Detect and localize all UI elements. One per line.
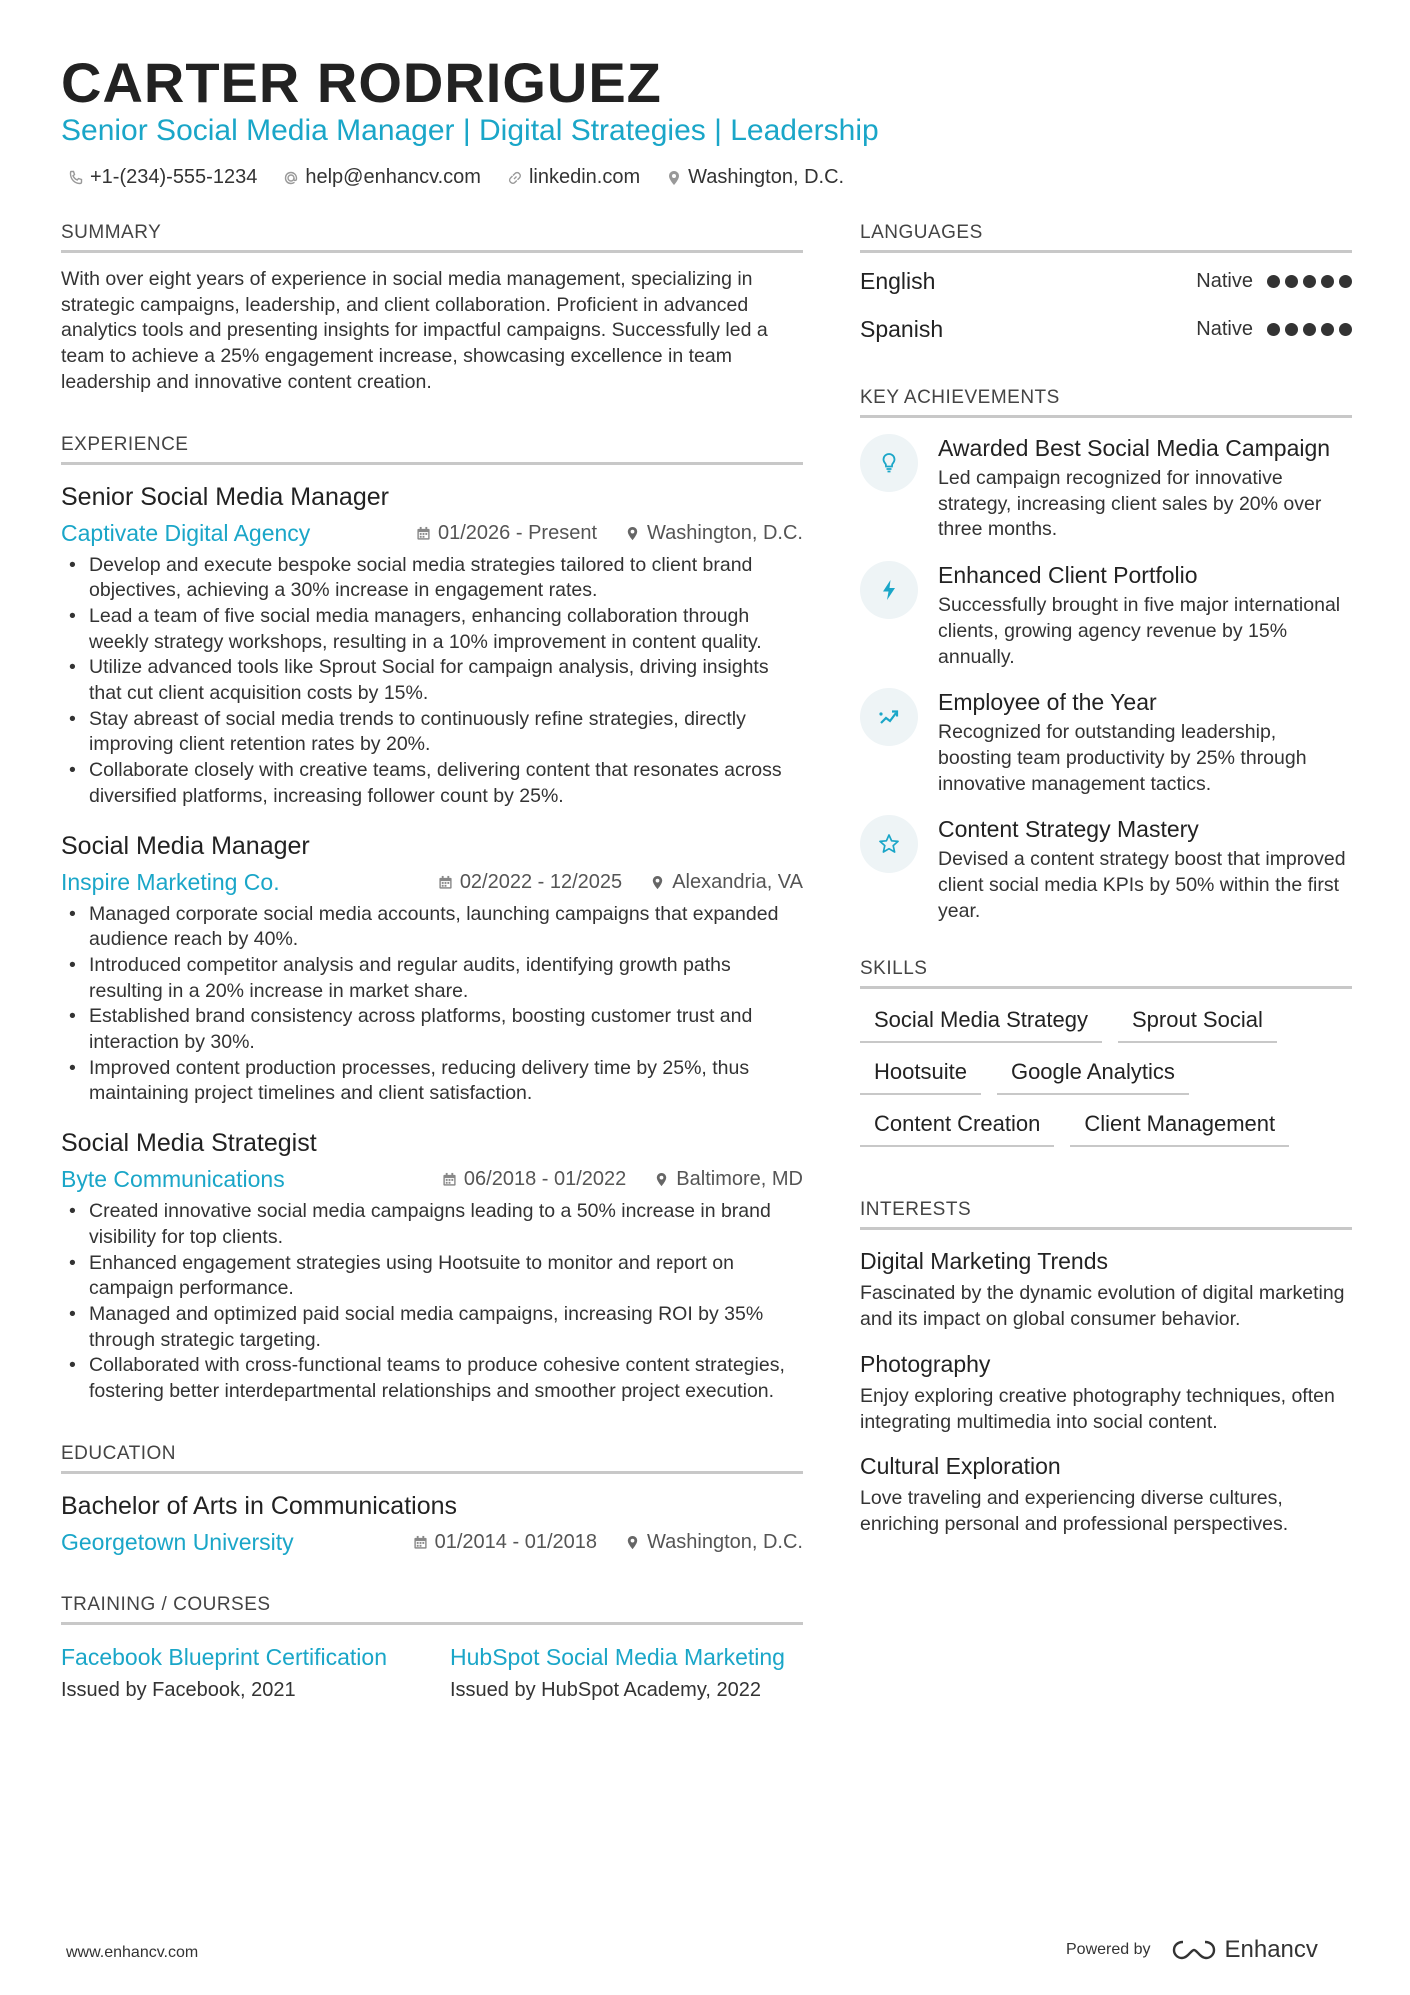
education-location-text: Washington, D.C. [647,1530,803,1553]
experience-title: EXPERIENCE [61,434,803,465]
bullet-item: • Lead a team of five social media managers, enhancing collaboration through weekly strategy workshops, resulting in a 10% improvement in content quality. [61,604,803,655]
language-name: English [860,267,936,294]
achievement-title: Content Strategy Mastery [938,816,1199,843]
rating-dot [1303,323,1316,336]
language-level: Native [1196,269,1253,292]
course-item [450,1643,803,1702]
achievement-item [860,815,1352,924]
job-title: Social Media Manager [61,831,310,860]
location-text: Washington, D.C. [688,166,845,188]
bullet-item: • Collaborate closely with creative teams, delivering content that resonates across diversified platforms, increasing follower count by 25%. [61,758,803,809]
interest-item [860,1351,1352,1435]
education-meta-right [413,1531,803,1554]
contact-bar [68,166,844,189]
achievement-icon-badge [860,434,918,492]
course-issuer: Issued by Facebook, 2021 [61,1678,296,1701]
bullet-item: • Introduced competitor analysis and regular audits, identifying growth paths resulting in a 20% increase in market share. [61,953,803,1004]
interest-title: Cultural Exploration [860,1453,1061,1480]
job-dates-text: 01/2026 - Present [438,521,597,544]
right-column [860,222,1352,1556]
job-meta-right [438,871,803,894]
skill-list [860,1003,1352,1147]
job-bullets [61,1199,803,1405]
rating-dot [1321,323,1334,336]
calendar-icon [416,526,431,541]
interest-title: Photography [860,1350,991,1377]
candidate-name: CARTER RODRIGUEZ [61,51,662,114]
course-issuer: Issued by HubSpot Academy, 2022 [450,1678,761,1701]
achievement-icon-badge [860,815,918,873]
course-list [61,1643,803,1702]
calendar-icon [413,1535,428,1550]
languages-title: LANGUAGES [860,222,1352,253]
education-dates [413,1531,597,1554]
achievement-title: Enhanced Client Portfolio [938,562,1198,589]
interests-section [860,1199,1352,1537]
education-location [625,1531,803,1554]
school-name: Georgetown University [61,1528,294,1555]
company-name: Inspire Marketing Co. [61,868,280,895]
achievement-title: Awarded Best Social Media Campaign [938,435,1331,461]
company-name: Captivate Digital Agency [61,519,311,546]
achievement-desc: Recognized for outstanding leadership, boosting team productivity by 25% through innovative management tactics. [938,721,1307,795]
summary-section [61,222,803,396]
job-entry [61,832,803,1108]
bullet-item: • Created innovative social media campaigns leading to a 50% increase in brand visibility for top clients. [61,1199,803,1250]
achievement-body [938,561,1352,670]
interest-desc: Love traveling and experiencing diverse cultures, enriching personal and professional perspectives. [860,1487,1289,1535]
achievement-body [938,688,1352,797]
job-dates [438,871,622,894]
job-dates-text: 06/2018 - 01/2022 [463,1168,627,1191]
interest-item [860,1453,1352,1537]
degree-title: Bachelor of Arts in Communications [61,1491,458,1520]
rating-dot [1285,275,1298,288]
skills-title: SKILLS [860,958,1352,989]
contact-location [666,166,844,189]
left-column [61,222,803,1702]
linkedin-text: linkedin.com [528,166,641,188]
footer-website[interactable]: www.enhancv.com [66,1944,199,1961]
education-section [61,1443,803,1556]
language-proficiency [1196,318,1352,341]
job-entry [61,483,803,810]
language-level: Native [1196,317,1253,340]
job-bullets [61,902,803,1108]
calendar-icon [438,875,453,890]
achievement-item [860,688,1352,797]
location-pin-icon [650,875,665,890]
job-dates [416,522,597,545]
languages-section [860,222,1352,353]
rating-dot [1267,323,1280,336]
bullet-item: • Develop and execute bespoke social media strategies tailored to client brand objectives, achieving a 30% increase in engagement rates. [61,553,803,604]
skill-tag: Social Media Strategy [860,1003,1102,1043]
contact-email[interactable] [283,166,481,189]
course-title: Facebook Blueprint Certification [61,1643,387,1670]
achievement-title: Employee of the Year [938,689,1157,716]
bullet-item: • Stay abreast of social media trends to continuously refine strategies, directly improving client retention rates by 20%. [61,707,803,758]
job-meta [61,1166,803,1193]
bullet-item: • Improved content production processes, reducing delivery time by 25%, thus maintaining project timelines and client satisfaction. [61,1056,803,1107]
language-name: Spanish [860,315,944,342]
footer-branding [1066,1936,1318,1964]
interest-title: Digital Marketing Trends [860,1248,1108,1275]
brand-name: Enhancv [1224,1936,1318,1963]
rating-dot [1339,275,1352,288]
achievement-item [860,561,1352,670]
job-location [625,522,803,545]
job-location-text: Washington, D.C. [647,521,803,544]
job-dates [442,1168,626,1191]
link-icon [507,170,523,186]
training-title: TRAINING / COURSES [61,1594,803,1625]
achievement-body [938,815,1352,924]
location-pin-icon [666,170,682,186]
job-location-text: Baltimore, MD [676,1168,803,1191]
skill-tag: Google Analytics [997,1055,1189,1095]
summary-text: With over eight years of experience in social media management, specializing in strategic campaigns, leadership, and client collaboration. Proficient in advanced analytics tools and presenting insights for impactful campaigns. Successfully led a team to achieve a 25% engagement increase, showcasing excellence in team leadership and innovative content creation. [61,268,768,393]
rating-dot [1321,275,1334,288]
achievement-desc: Successfully brought in five major international clients, growing agency revenue by 15% annually. [938,594,1341,668]
language-row [860,305,1352,353]
bullet-item: • Managed corporate social media accounts, launching campaigns that expanded audience reach by 40%. [61,902,803,953]
language-proficiency [1196,270,1352,293]
star-icon [877,832,901,856]
job-entry [61,1129,803,1405]
job-title: Senior Social Media Manager [61,482,389,511]
achievements-section [860,387,1352,924]
growth-arrow-icon [877,705,901,729]
lightning-icon [877,578,901,602]
achievements-title: KEY ACHIEVEMENTS [860,387,1352,418]
company-name: Byte Communications [61,1166,285,1193]
skills-section [860,958,1352,1147]
achievement-desc: Led campaign recognized for innovative strategy, increasing client sales by 20% over three months. [938,467,1322,541]
achievement-desc: Devised a content strategy boost that improved client social media KPIs by 50% within the first year. [938,848,1346,922]
bullet-item: • Enhanced engagement strategies using Hootsuite to monitor and report on campaign performance. [61,1251,803,1302]
skill-tag: Content Creation [860,1107,1054,1147]
experience-section [61,434,803,1405]
job-bullets [61,553,803,810]
lightbulb-icon [877,451,901,475]
job-dates-text: 02/2022 - 12/2025 [459,870,623,893]
bullet-item: • Utilize advanced tools like Sprout Social for campaign analysis, driving insights that cut client acquisition costs by 15%. [61,655,803,706]
achievement-item [860,434,1352,543]
job-meta-right [416,522,803,545]
language-row [860,257,1352,305]
course-title: HubSpot Social Media Marketing [450,1643,785,1670]
education-dates-text: 01/2014 - 01/2018 [434,1530,597,1553]
candidate-headline: Senior Social Media Manager | Digital Strategies | Leadership [61,114,879,147]
education-title: EDUCATION [61,1443,803,1474]
summary-title: SUMMARY [61,222,803,253]
phone-text: +1-(234)-555-1234 [90,166,258,188]
location-pin-icon [625,1535,640,1550]
language-rating-dots [1267,323,1352,336]
course-item [61,1643,414,1702]
education-meta [61,1529,803,1556]
job-meta [61,869,803,896]
at-icon [283,170,299,186]
location-pin-icon [654,1172,669,1187]
job-location [654,1168,803,1191]
bullet-item: • Managed and optimized paid social media campaigns, increasing ROI by 35% through strategic targeting. [61,1302,803,1353]
powered-by-label: Powered by [1066,1941,1151,1958]
rating-dot [1285,323,1298,336]
achievement-icon-badge [860,688,918,746]
training-section [61,1594,803,1702]
contact-linkedin[interactable] [507,166,640,189]
language-rating-dots [1267,275,1352,288]
achievement-body [938,434,1352,543]
job-meta-right [442,1168,803,1191]
rating-dot [1267,275,1280,288]
rating-dot [1303,275,1316,288]
calendar-icon [442,1172,457,1187]
bullet-item: • Established brand consistency across platforms, boosting customer trust and interaction by 30%. [61,1004,803,1055]
job-location-text: Alexandria, VA [672,870,803,893]
enhancv-logo-icon [1171,1938,1217,1962]
job-location [650,871,803,894]
interest-desc: Fascinated by the dynamic evolution of digital marketing and its impact on global consumer behavior. [860,1282,1345,1331]
job-title: Social Media Strategist [61,1129,317,1158]
bullet-item: • Collaborated with cross-functional teams to produce cohesive content strategies, fostering better interdepartmental relationships and smoother project execution. [61,1353,803,1404]
achievement-icon-badge [860,561,918,619]
contact-phone [68,166,257,189]
skill-tag: Hootsuite [860,1055,981,1095]
interest-desc: Enjoy exploring creative photography techniques, often integrating multimedia into social content. [860,1384,1335,1433]
location-pin-icon [625,526,640,541]
skill-tag: Client Management [1070,1107,1289,1147]
rating-dot [1339,323,1352,336]
email-text: help@enhancv.com [305,166,481,188]
job-meta [61,520,803,547]
interest-item [860,1248,1352,1332]
interests-title: INTERESTS [860,1199,1352,1230]
phone-icon [68,170,84,186]
brand-logo[interactable] [1171,1936,1318,1964]
skill-tag: Sprout Social [1118,1003,1277,1043]
